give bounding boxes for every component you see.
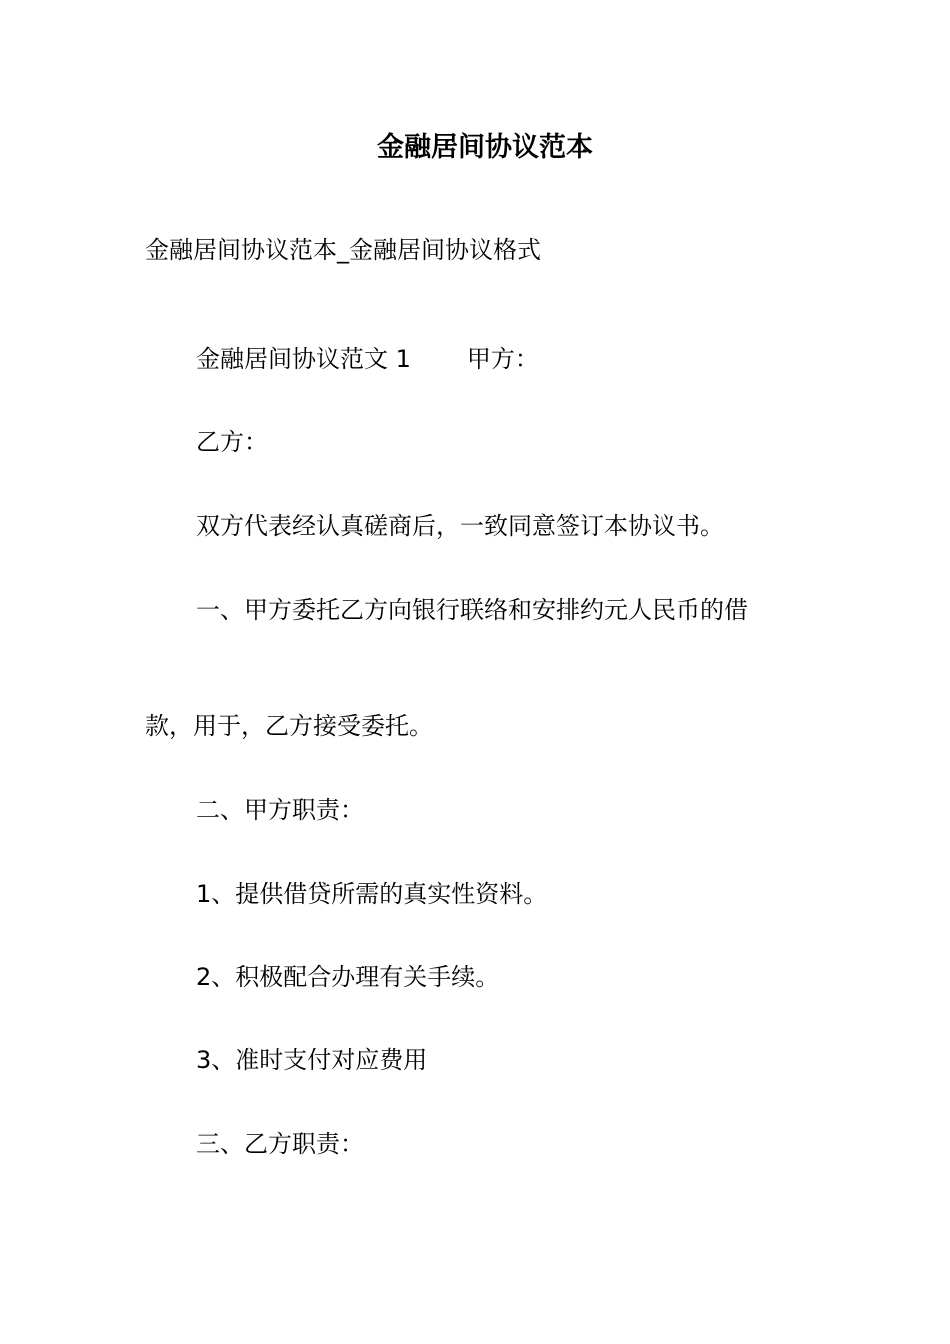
document-title: 金融居间协议范本 <box>377 132 593 163</box>
clause-2-item: 3、准时支付对应费用 <box>196 1046 428 1074</box>
party-b-label: 乙方： <box>196 428 268 456</box>
document-subtitle: 金融居间协议范本_金融居间协议格式 <box>145 236 541 264</box>
clause-2-item: 1、提供借贷所需的真实性资料。 <box>196 880 548 908</box>
clause-2-heading: 二、甲方职责： <box>196 796 364 824</box>
clause-1-line-1: 一、甲方委托乙方向银行联络和安排约元人民币的借 <box>196 596 748 624</box>
party-a-label: 甲方： <box>466 345 539 373</box>
sample-heading-line <box>196 342 539 376</box>
clause-2-item: 2、积极配合办理有关手续。 <box>196 963 500 991</box>
clause-1-line-2: 款，用于，乙方接受委托。 <box>145 712 433 740</box>
sample-label: 金融居间协议范文 1 <box>196 345 411 373</box>
clause-3-heading: 三、乙方职责： <box>196 1130 364 1158</box>
intro-paragraph: 双方代表经认真磋商后，一致同意签订本协议书。 <box>196 512 724 540</box>
